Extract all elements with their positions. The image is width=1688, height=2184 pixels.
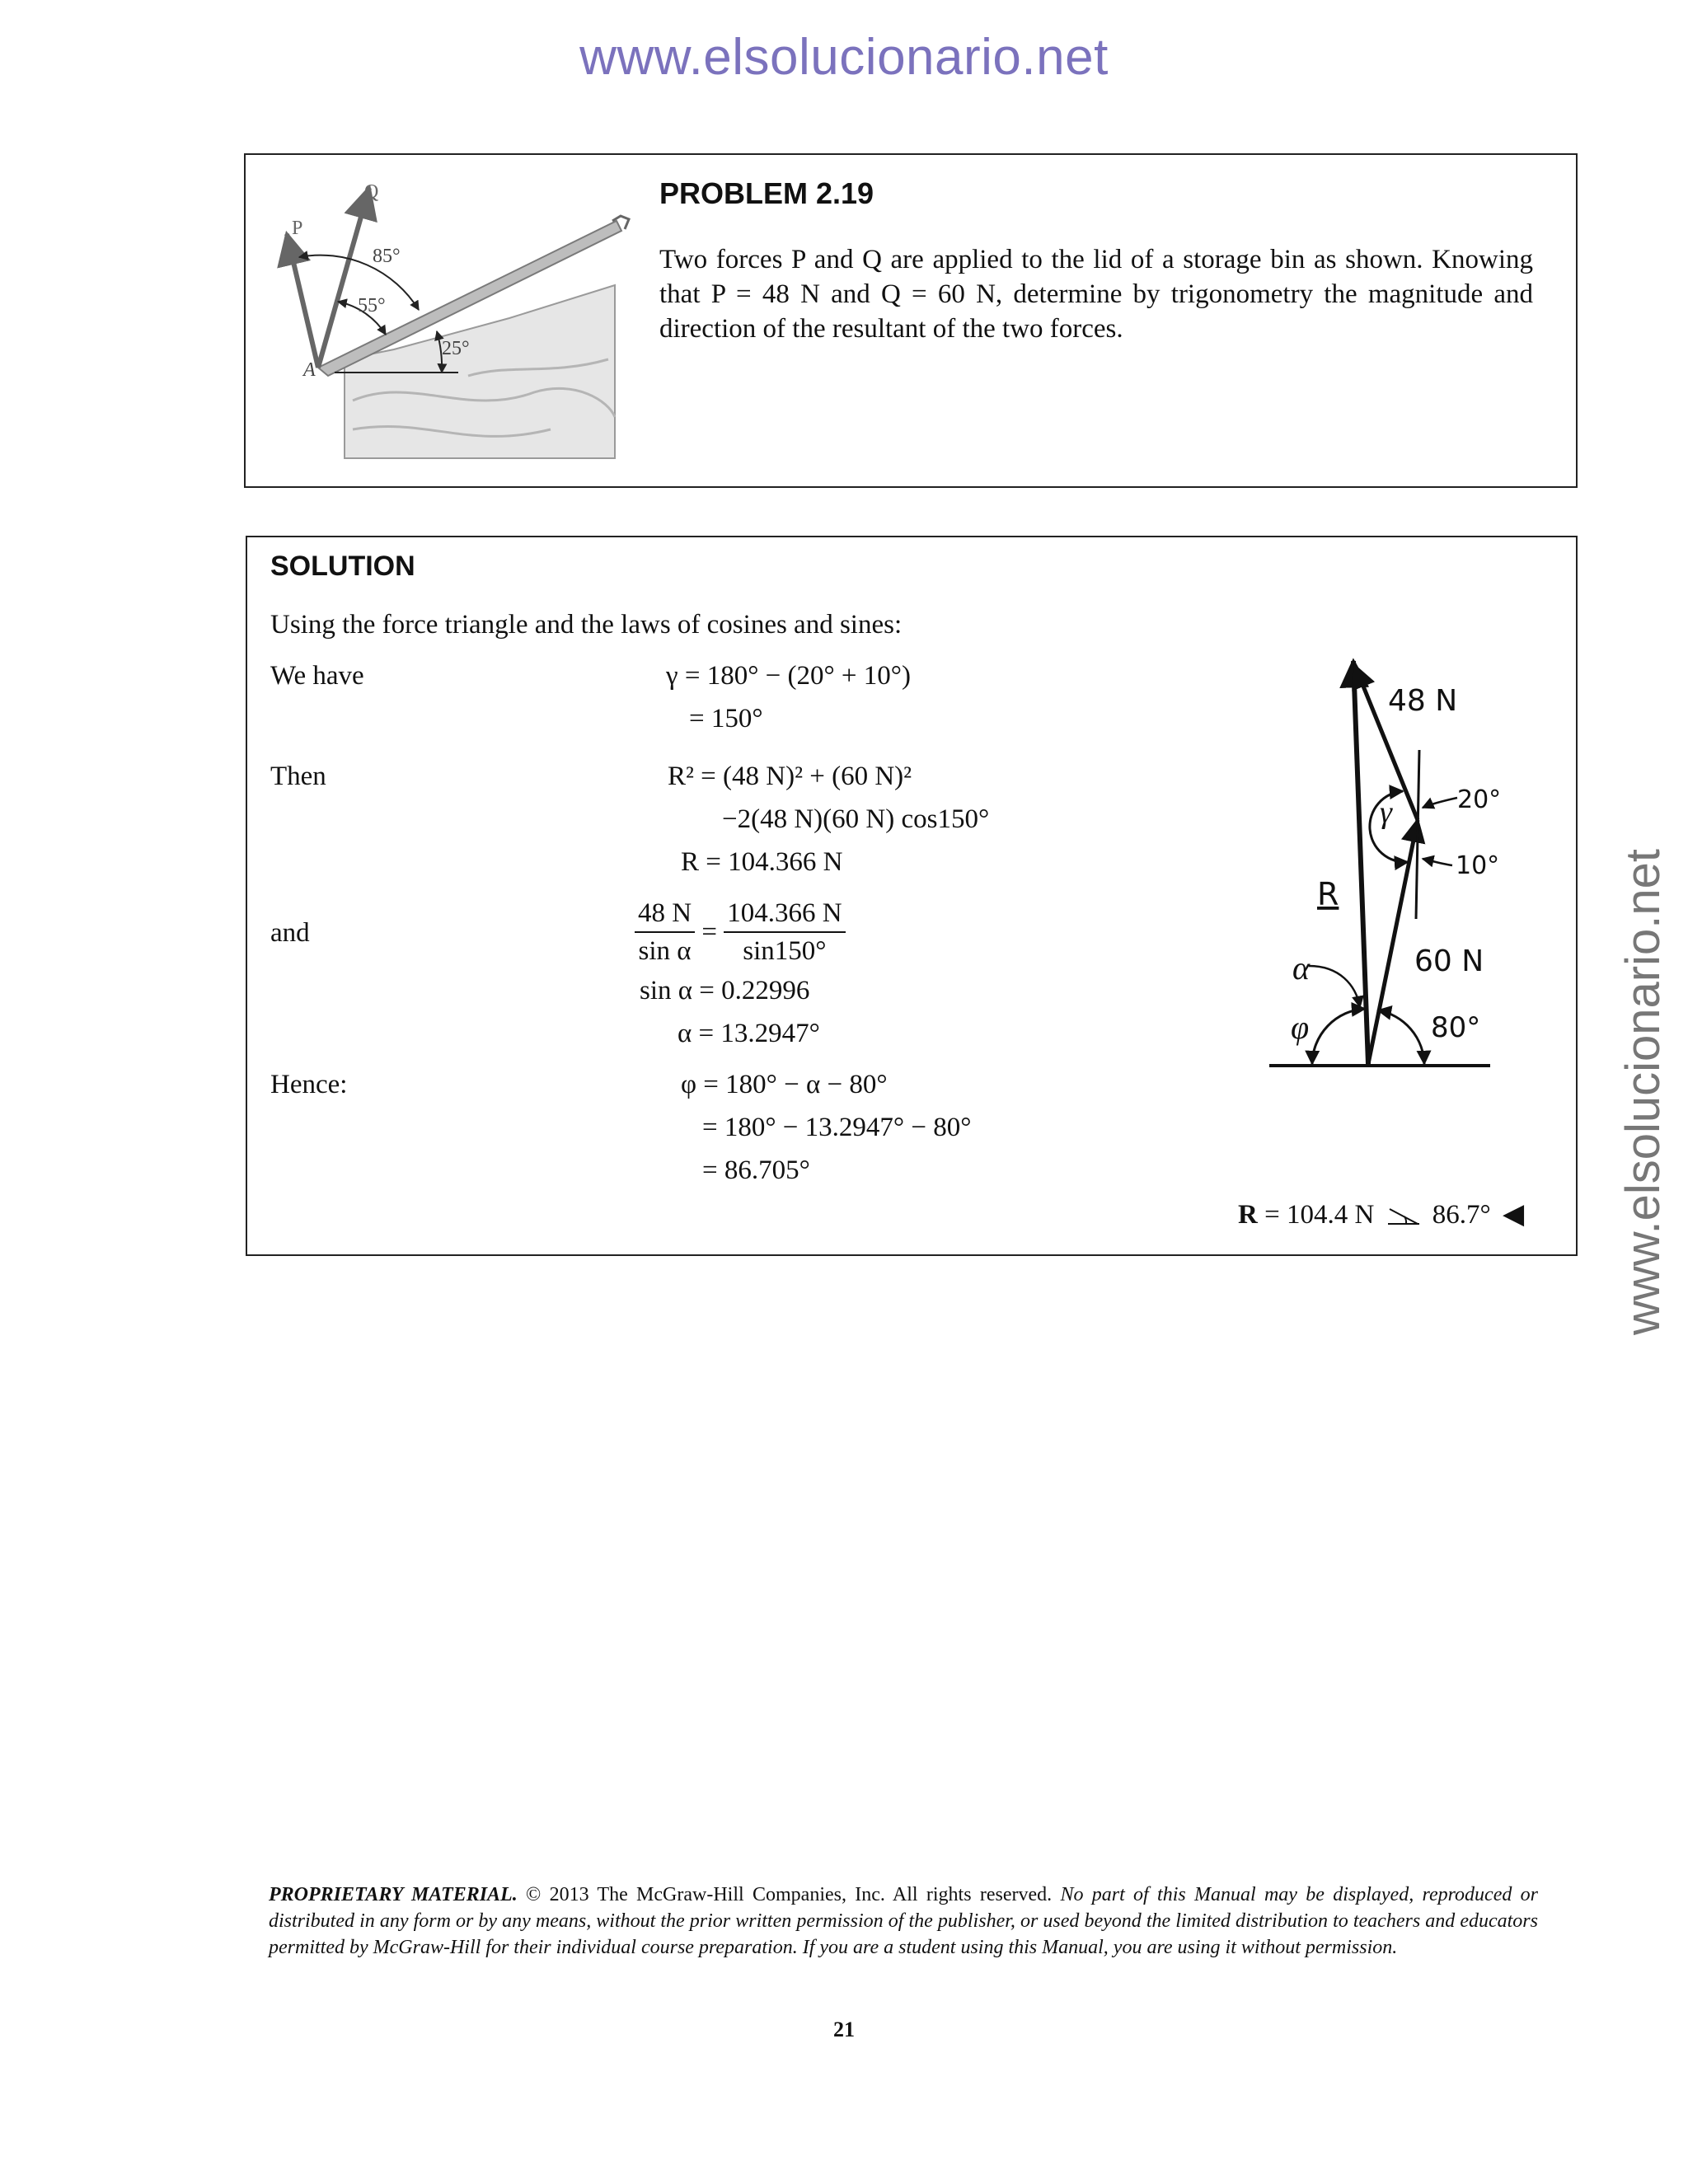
watermark-side-text: www.elsolucionario.net <box>1616 849 1670 1335</box>
label-48n: 48 N <box>1388 684 1458 718</box>
eq-law-of-sines <box>635 897 846 968</box>
force-q-arrow <box>318 188 369 368</box>
label-25: 25° <box>442 338 470 359</box>
footer-notice <box>269 1882 1538 1961</box>
label-10deg: 10° <box>1456 851 1500 880</box>
answer-bold-r: R <box>1238 1200 1258 1230</box>
problem-statement: Two forces P and Q are applied to the lid of a storage bin as shown. Knowing that P = 48 N and Q = 60 N, determine by trigonometry the magnitude and direction of the resultant of the two forces. <box>659 245 1533 344</box>
force-triangle-diagram <box>1261 643 1541 1080</box>
eq-r-value: R = 104.366 N <box>681 847 843 877</box>
frac-left <box>635 897 695 968</box>
eq-phi-1: φ = 180° − α − 80° <box>681 1070 888 1099</box>
label-and: and <box>270 918 310 948</box>
label-hence: Hence: <box>270 1070 348 1099</box>
solution-intro: Using the force triangle and the laws of cosines and sines: <box>270 610 903 640</box>
eq-phi-2: = 180° − 13.2947° − 80° <box>702 1113 972 1142</box>
answer-magnitude: = 104.4 N <box>1264 1200 1375 1230</box>
label-we-have: We have <box>270 661 364 691</box>
force-p-arrow <box>287 234 318 368</box>
vector-r <box>1353 661 1368 1064</box>
angle-symbol-icon <box>1386 1204 1421 1229</box>
arc-80 <box>1378 1010 1424 1064</box>
label-q: Q <box>364 181 379 203</box>
eq-gamma-2: = 150° <box>689 704 763 733</box>
arc-phi <box>1312 1009 1365 1064</box>
label-85: 85° <box>373 246 401 267</box>
eq-sin-alpha: sin α = 0.22996 <box>640 976 810 1005</box>
label-r-vector: R <box>1317 876 1339 912</box>
footer-notice-text: No part of this Manual may be displayed, reproduced or distributed in any form or by any means, without the prior written permission of the publisher, or used beyond the limited distribution to teachers and educators permitted by McGraw-Hill for their individual course preparation. If you are a student using this Manual, you are using it without permission. <box>269 1884 1538 1958</box>
label-gamma: γ <box>1380 795 1392 830</box>
frac-equals: = <box>701 917 717 947</box>
watermark-top: www.elsolucionario.net <box>579 29 1109 86</box>
problem-title: PROBLEM 2.19 <box>659 176 874 210</box>
storage-bin-figure <box>262 170 649 466</box>
page-number: 21 <box>833 2018 855 2041</box>
label-alpha: α <box>1292 949 1310 987</box>
label-phi: φ <box>1291 1009 1310 1046</box>
label-a: A <box>303 359 316 381</box>
pointer-20 <box>1423 798 1457 808</box>
eq-gamma-1: γ = 180° − (20° + 10°) <box>666 661 911 691</box>
pointer-10 <box>1423 859 1452 865</box>
solution-heading: SOLUTION <box>270 551 415 582</box>
eq-alpha: α = 13.2947° <box>678 1019 820 1048</box>
frac-left-num: 48 N <box>635 897 695 933</box>
frac-right <box>724 897 845 968</box>
frac-right-num: 104.366 N <box>724 897 845 933</box>
vertical-reference <box>1416 750 1419 919</box>
final-answer <box>1238 1198 1524 1231</box>
end-marker-icon: ◀ <box>1503 1199 1525 1230</box>
eq-r-squared: R² = (48 N)² + (60 N)² <box>668 762 912 791</box>
label-55: 55° <box>358 295 386 316</box>
footer-lead: PROPRIETARY MATERIAL. <box>269 1884 518 1905</box>
label-then: Then <box>270 762 326 791</box>
label-20deg: 20° <box>1457 785 1502 814</box>
label-80deg: 80° <box>1431 1011 1481 1044</box>
pointer-alpha <box>1309 966 1360 1007</box>
frac-left-den: sin α <box>638 936 692 966</box>
answer-angle: 86.7° <box>1432 1200 1491 1230</box>
label-60n: 60 N <box>1414 944 1484 978</box>
label-p: P <box>292 218 303 239</box>
footer-copyright: © 2013 The McGraw-Hill Companies, Inc. All rights reserved. <box>526 1884 1053 1905</box>
frac-right-den: sin150° <box>743 936 827 966</box>
eq-r-squared-cont: −2(48 N)(60 N) cos150° <box>722 804 990 834</box>
eq-phi-3: = 86.705° <box>702 1155 810 1185</box>
